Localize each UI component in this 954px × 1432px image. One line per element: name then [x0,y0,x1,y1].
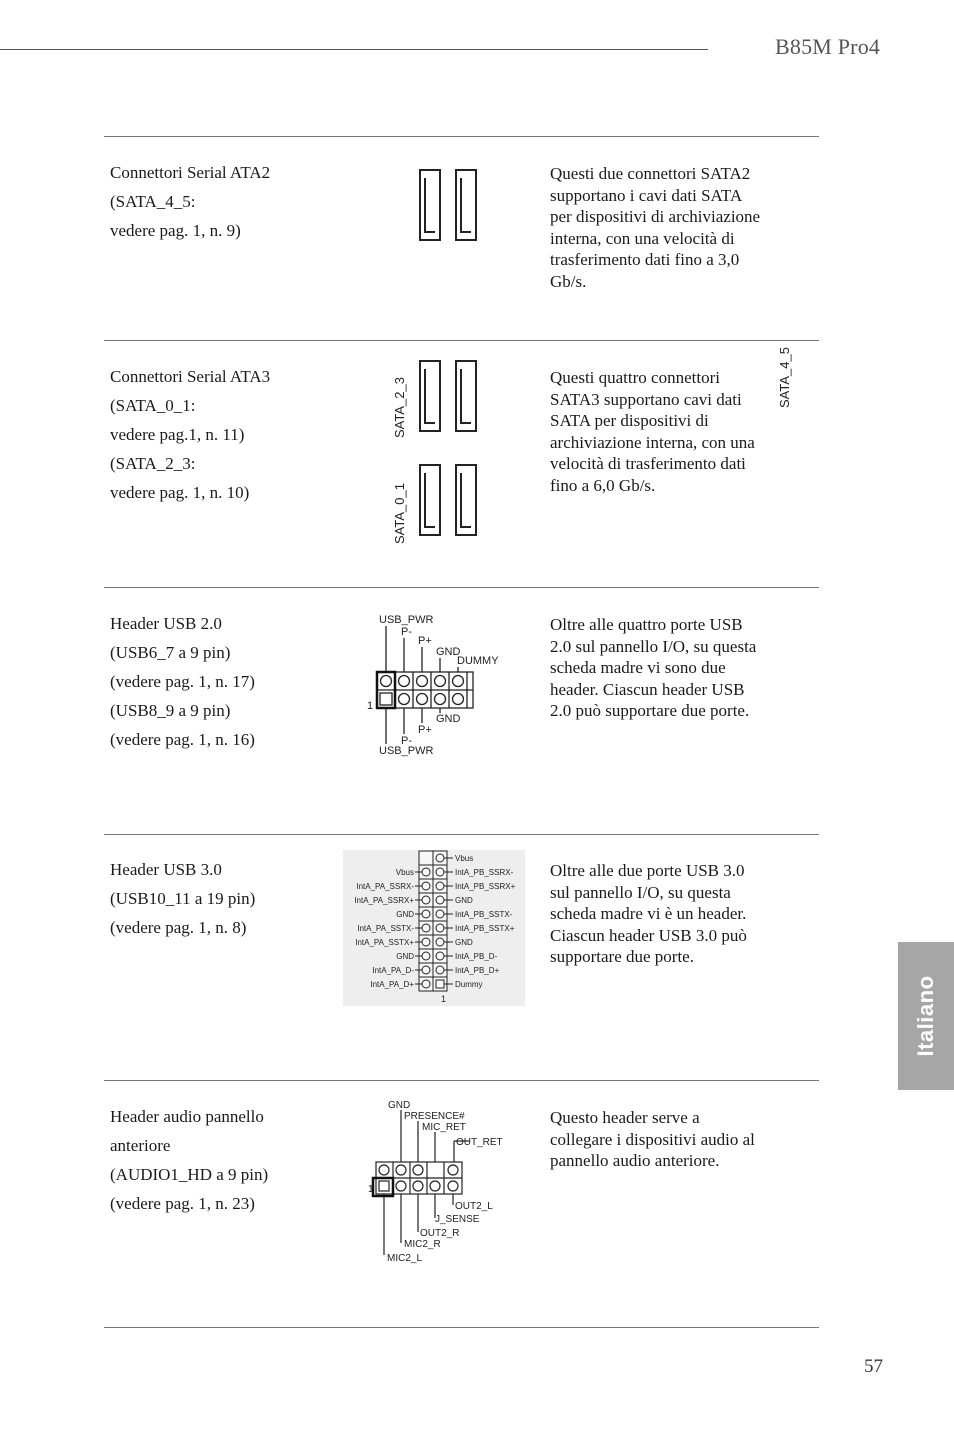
row-divider [104,136,819,137]
svg-text:GND: GND [396,910,414,919]
row-divider [104,1080,819,1081]
usb2-description: Oltre alle quattro porte USB 2.0 sul pannello I/O, su questa scheda madre vi sono due header. Ciascun header USB 2.0 può supportare due porte. [550,615,757,721]
svg-text:MIC2_L: MIC2_L [387,1253,423,1264]
svg-text:P-: P- [401,735,412,747]
svg-text:GND: GND [396,952,414,961]
svg-text:IntA_PA_D+: IntA_PA_D+ [370,980,414,989]
svg-text:IntA_PB_SSRX+: IntA_PB_SSRX+ [455,882,516,891]
row-divider [104,834,819,835]
sata-0-1-label: SATA_0_1 [392,483,407,544]
model-name: B85M Pro4 [775,34,881,59]
svg-text:OUT2_R: OUT2_R [420,1228,460,1239]
sata3-description: Questi quattro connettori SATA3 supportano cavi dati SATA per dispositivi di archiviazione interna, con una velocità di trasferimento dati fino a 6,0 Gb/s. [550,368,755,495]
svg-text:IntA_PB_SSTX-: IntA_PB_SSTX- [455,910,513,919]
svg-text:Dummy: Dummy [455,980,483,989]
usb3-description: Oltre alle due porte USB 3.0 sul pannello I/O, su questa scheda madre vi è un header. Ciascun header USB 3.0 può supportare due porte. [550,861,747,967]
header-rule [0,49,708,50]
svg-text:Vbus: Vbus [395,868,414,877]
svg-text:GND: GND [436,646,461,658]
svg-text:1: 1 [367,700,374,712]
svg-text:IntA_PB_D-: IntA_PB_D- [455,952,498,961]
language-tab-label: Italiano [913,975,938,1057]
svg-text:MIC_RET: MIC_RET [422,1122,466,1133]
svg-text:IntA_PA_D-: IntA_PA_D- [372,966,414,975]
audio-title: Header audio pannello anteriore (AUDIO1_HD a 9 pin) (vedere pag. 1, n. 23) [110,1107,269,1213]
row-divider [104,340,819,341]
row-divider [104,587,819,588]
svg-text:P+: P+ [418,724,432,736]
usb3-header-diagram [343,850,525,1006]
svg-text:IntA_PA_SSTX+: IntA_PA_SSTX+ [355,938,414,947]
sata2-description: Questi due connettori SATA2 supportano i cavi dati SATA per dispositivi di archiviazione interna, con una velocità di trasferimento dati fino a 3,0 Gb/s. [550,164,761,291]
svg-text:IntA_PB_SSRX-: IntA_PB_SSRX- [455,868,514,877]
usb3-title: Header USB 3.0 (USB10_11 a 19 pin) (vedere pag. 1, n. 8) [110,860,256,937]
svg-text:1: 1 [368,1184,374,1195]
svg-text:GND: GND [388,1100,411,1111]
row-divider [104,1327,819,1328]
sata2-title: Connettori Serial ATA2 (SATA_4_5: vedere pag. 1, n. 9) [110,163,271,240]
svg-text:OUT_RET: OUT_RET [456,1137,503,1148]
svg-text:GND: GND [436,713,461,725]
svg-text:USB_PWR: USB_PWR [379,614,434,626]
svg-text:OUT2_L: OUT2_L [455,1201,493,1212]
svg-text:1: 1 [441,994,447,1004]
svg-text:GND: GND [455,938,473,947]
svg-text:P+: P+ [418,635,432,647]
audio-description: Questo header serve a collegare i dispositivi audio al pannello audio anteriore. [550,1108,755,1171]
audio-header-diagram [360,1095,520,1267]
usb2-title: Header USB 2.0 (USB6_7 a 9 pin) (vedere pag. 1, n. 17) (USB8_9 a 9 pin) (vedere pag. 1, n. 16) [110,614,255,749]
svg-text:IntA_PA_SSTX-: IntA_PA_SSTX- [357,924,414,933]
svg-text:IntA_PA_SSRX-: IntA_PA_SSRX- [356,882,414,891]
svg-text:USB_PWR: USB_PWR [379,745,434,757]
svg-text:IntA_PB_SSTX+: IntA_PB_SSTX+ [455,924,515,933]
svg-text:P-: P- [401,626,412,638]
svg-text:DUMMY: DUMMY [457,655,499,667]
svg-text:IntA_PB_D+: IntA_PB_D+ [455,966,500,975]
svg-text:PRESENCE#: PRESENCE# [404,1111,465,1122]
svg-text:Vbus: Vbus [455,854,474,863]
svg-text:GND: GND [455,896,473,905]
svg-text:IntA_PA_SSRX+: IntA_PA_SSRX+ [354,896,414,905]
sata3-title: Connettori Serial ATA3 (SATA_0_1: vedere pag.1, n. 11) (SATA_2_3: vedere pag. 1, n. 10) [110,367,271,502]
page-number: 57 [864,1356,883,1377]
svg-text:J_SENSE: J_SENSE [435,1214,480,1225]
svg-text:MIC2_R: MIC2_R [404,1239,441,1250]
sata-4-5-label: SATA_4_5 [777,347,792,408]
sata-2-3-label: SATA_2_3 [392,377,407,438]
usb2-header-diagram [360,610,520,760]
language-tab [898,942,954,1090]
sata3-connector-diagram [385,352,495,552]
